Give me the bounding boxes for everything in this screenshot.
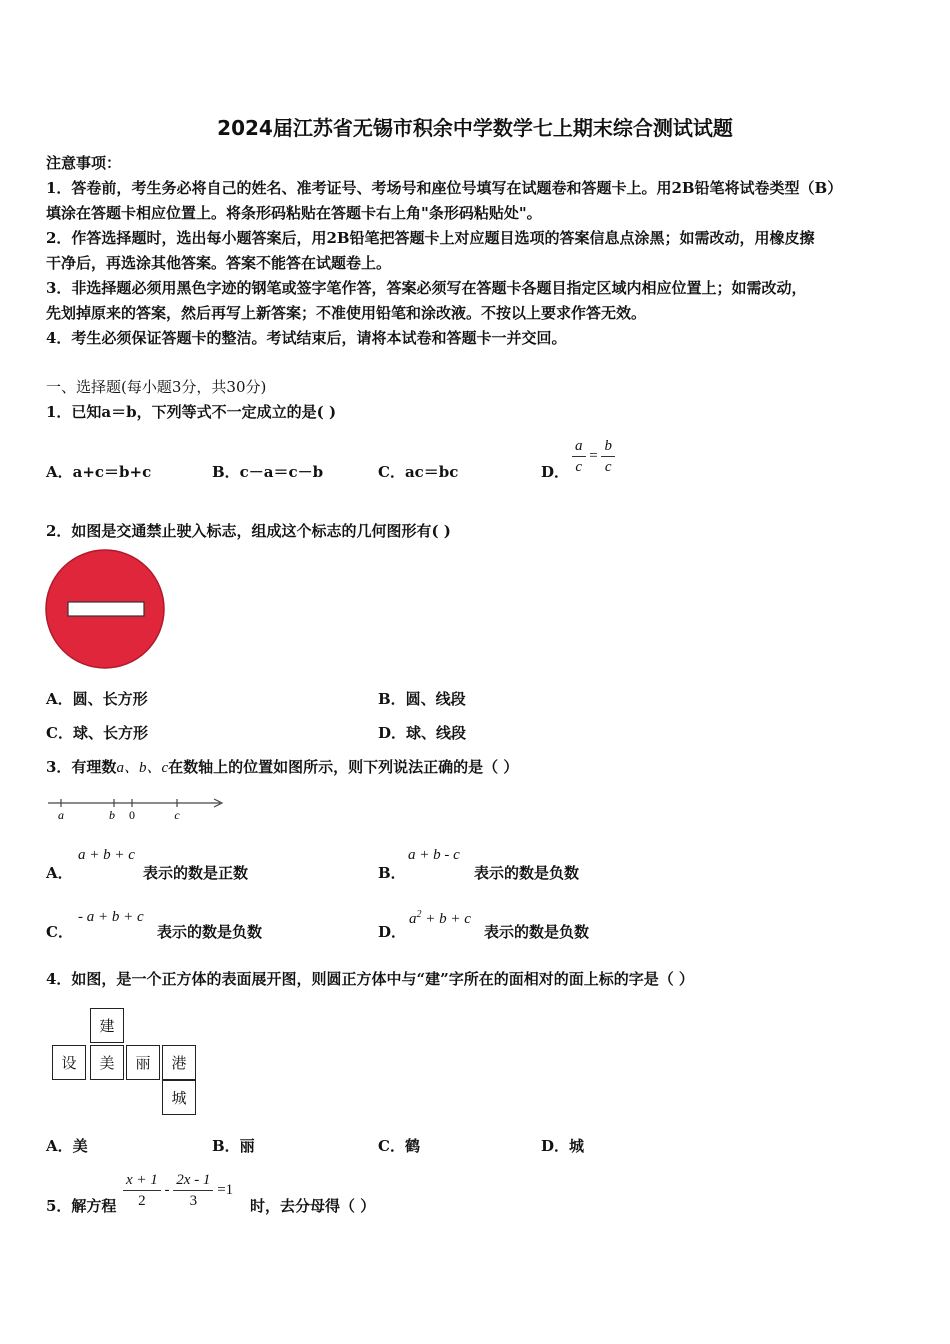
equals-sign: =	[589, 448, 598, 464]
q3-stem	[46, 756, 518, 777]
net-face: 建	[90, 1008, 124, 1043]
no-entry-sign-icon	[44, 548, 166, 670]
q3-option-c-expr: - a + b + c	[78, 909, 144, 925]
q5-stem-post: 时，去分母得（ ）	[250, 1197, 376, 1215]
net-face: 美	[90, 1045, 124, 1080]
q3-option-b-label: B．	[378, 864, 406, 882]
q2-option-a: A．圆、长方形	[46, 690, 148, 708]
q3-option-d-label: D．	[378, 923, 407, 941]
page-title: 2024届江苏省无锡市积余中学数学七上期末综合测试试题	[217, 116, 733, 140]
q5-equation	[123, 1170, 233, 1211]
q2-stem: 2．如图是交通禁止驶入标志，组成这个标志的几何图形有( )	[46, 522, 451, 540]
net-face: 丽	[126, 1045, 160, 1080]
net-face: 港	[162, 1045, 196, 1080]
net-face: 城	[162, 1080, 196, 1115]
sign-bar	[68, 602, 144, 616]
q3-option-b-expr: a + b - c	[408, 847, 460, 863]
notice-line: 4．考生必须保证答题卡的整洁。考试结束后，请将本试卷和答题卡一并交回。	[46, 329, 567, 347]
notice-line: 1．答卷前，考生务必将自己的姓名、准考证号、考场号和座位号填写在试题卷和答题卡上。用2B铅笔将试卷类型（B）	[46, 179, 843, 197]
q4-stem: 4．如图，是一个正方体的表面展开图，则圆正方体中与“建”字所在的面相对的面上标的字是（ ）	[46, 970, 694, 988]
notice-line: 干净后，再选涂其他答案。答案不能答在试题卷上。	[46, 254, 392, 272]
fraction-numerator: 2x - 1	[173, 1170, 213, 1191]
notice-line: 3．非选择题必须用黑色字迹的钢笔或签字笔作答，答案必须写在答题卡各题目指定区域内相应位置上；如需改动，	[46, 279, 807, 297]
q3-option-a-expr: a + b + c	[78, 847, 135, 863]
axis-label-b: b	[109, 808, 115, 822]
q2-option-c: C．球、长方形	[46, 724, 148, 742]
q3-option-c-text: 表示的数是负数	[157, 923, 263, 941]
number-line-figure	[44, 790, 230, 824]
equals-one: =1	[217, 1182, 234, 1198]
q3-stem-pre: 3．有理数	[46, 758, 117, 776]
notice-heading: 注意事项：	[46, 154, 122, 172]
minus-sign: -	[164, 1182, 170, 1198]
q3-stem-vars: a、b、c	[116, 760, 169, 776]
q4-option-a: A．美	[46, 1137, 88, 1155]
expr-base: a	[409, 911, 417, 927]
q4-option-d: D．城	[541, 1137, 585, 1155]
q1-option-c: C．ac＝bc	[378, 463, 459, 481]
section-heading: 一、选择题(每小题3分，共30分)	[46, 378, 267, 396]
fraction-numerator: x + 1	[123, 1170, 161, 1191]
q1-stem: 1．已知a＝b，下列等式不一定成立的是( )	[46, 403, 337, 421]
fraction-denominator: 2	[138, 1193, 146, 1209]
q3-option-a-label: A．	[46, 864, 73, 882]
q1-option-b: B．c－a＝c－b	[212, 463, 324, 481]
q1-option-a: A．a+c＝b+c	[46, 463, 152, 481]
notice-line: 2．作答选择题时，选出每小题答案后，用2B铅笔把答题卡上对应题目选项的答案信息点涂黑；如需改动，用橡皮擦	[46, 229, 815, 247]
expr-exponent: 2	[416, 909, 422, 920]
q3-option-a-text: 表示的数是正数	[143, 864, 249, 882]
fraction-numerator: a	[572, 436, 586, 457]
q4-option-b: B．丽	[212, 1137, 255, 1155]
net-face: 设	[52, 1045, 86, 1080]
fraction-numerator: b	[601, 436, 615, 457]
fraction-denominator: c	[604, 459, 612, 475]
fraction-denominator: 3	[189, 1193, 198, 1209]
q1-option-d-formula	[572, 436, 615, 477]
q3-option-b-text: 表示的数是负数	[474, 864, 580, 882]
q3-option-d-expr	[409, 909, 471, 928]
notice-line: 填涂在答题卡相应位置上。将条形码粘贴在答题卡右上角"条形码粘贴处"。	[46, 204, 542, 222]
q4-option-c: C．鹤	[378, 1137, 420, 1155]
notice-line: 先划掉原来的答案，然后再写上新答案；不准使用铅笔和涂改液。不按以上要求作答无效。	[46, 304, 647, 322]
axis-label-zero: 0	[129, 808, 135, 822]
q3-option-d-text: 表示的数是负数	[484, 923, 590, 941]
q1-option-d-label: D．	[541, 463, 570, 481]
q2-option-d: D．球、线段	[378, 724, 467, 742]
q5-stem-pre: 5．解方程	[46, 1197, 117, 1215]
expr-rest: + b + c	[421, 911, 471, 927]
axis-label-a: a	[58, 808, 64, 822]
q2-option-b: B．圆、线段	[378, 690, 466, 708]
axis-label-c: c	[174, 808, 180, 822]
q3-stem-post: 在数轴上的位置如图所示，则下列说法正确的是（ ）	[168, 758, 519, 776]
q3-option-c-label: C．	[46, 923, 73, 941]
fraction-denominator: c	[575, 459, 583, 475]
